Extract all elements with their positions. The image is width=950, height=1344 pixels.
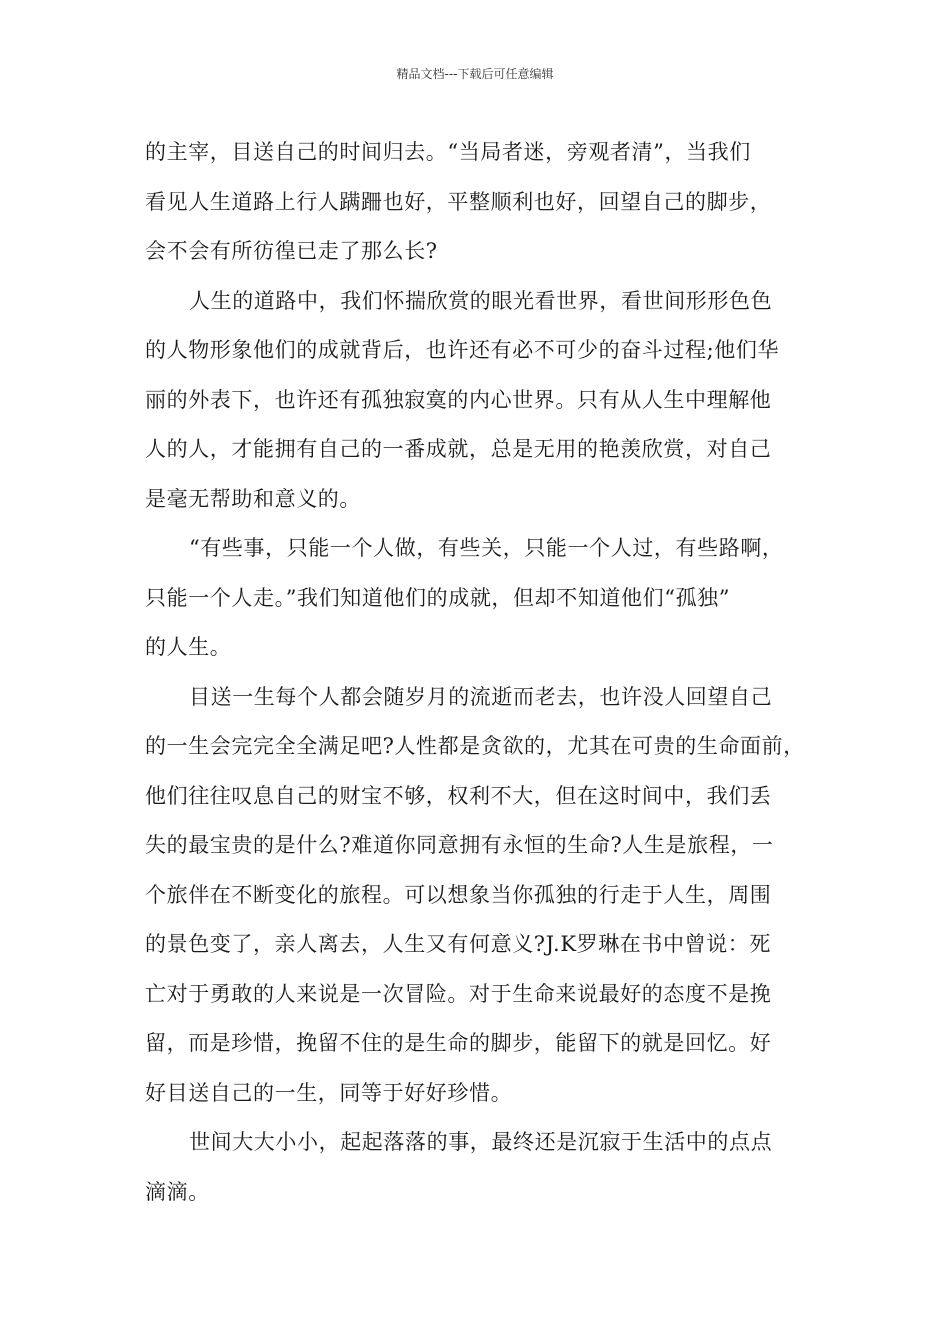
text-line: 世间大大小小，起起落落的事，最终还是沉寂于生活中的点点 [189,1130,773,1154]
text-line: 留，而是珍惜，挽留不住的是生命的脚步，能留下的就是回忆。好 [145,1031,772,1055]
paragraph-2 [145,281,813,529]
paragraph-5 [145,1122,813,1221]
text-line: 的一生会完完全全满足吧?人性都是贪欲的，尤其在可贵的生命面前， [145,734,805,758]
paragraph-4 [145,677,813,1123]
text-line: 目送一生每个人都会随岁月的流逝而老去，也许没人回望自己 [189,684,773,709]
text-line: 的主宰，目送自己的时间归去。“当局者迷，旁观者清”，当我们 [145,140,751,164]
text-line: 亡对于勇敢的人来说是一次冒险。对于生命来说最好的态度不是挽 [145,981,772,1006]
text-line: 滴滴。 [145,1179,210,1204]
text-line: 他们往往叹息自己的财宝不够，权利不大，但在这时间中，我们丢 [145,783,772,808]
paragraph-3 [145,528,813,677]
text-line: 看见人生道路上行人蹒跚也好，平整顺利也好，回望自己的脚步， [145,189,772,214]
text-line: 会不会有所彷徨已走了那么长? [145,239,438,263]
text-line: 失的最宝贵的是什么?难道你同意拥有永恒的生命?人生是旅程，一 [145,833,774,857]
text-line: 的景色变了，亲人离去，人生又有何意义?J.K罗琳在书中曾说：死 [145,932,772,956]
paragraph-1 [145,132,813,281]
text-line: 人的人，才能拥有自己的一番成就，总是无用的艳羡欣赏，对自己 [145,437,772,461]
text-line: 好目送自己的一生，同等于好好珍惜。 [145,1080,513,1105]
text-line: 丽的外表下，也许还有孤独寂寞的内心世界。只有从人生中理解他 [145,387,772,412]
text-line: 的人生。 [145,635,232,659]
text-line: 是毫无帮助和意义的。 [145,486,361,511]
page-header: 精品文档---下载后可任意编辑 [396,67,554,81]
text-line: 人生的道路中，我们怀揣欣赏的眼光看世界，看世间形形色色 [189,288,773,313]
text-line: 的人物形象他们的成就背后，也许还有必不可少的奋斗过程;他们华 [145,338,780,362]
text-line: 个旅伴在不断变化的旅程。可以想象当你孤独的行走于人生，周围 [145,882,772,907]
text-line: 只能一个人走。”我们知道他们的成就，但却不知道他们“孤独” [145,585,731,610]
text-line: “有些事，只能一个人做，有些关，只能一个人过，有些路啊， [189,536,784,560]
document-body [145,132,813,1221]
